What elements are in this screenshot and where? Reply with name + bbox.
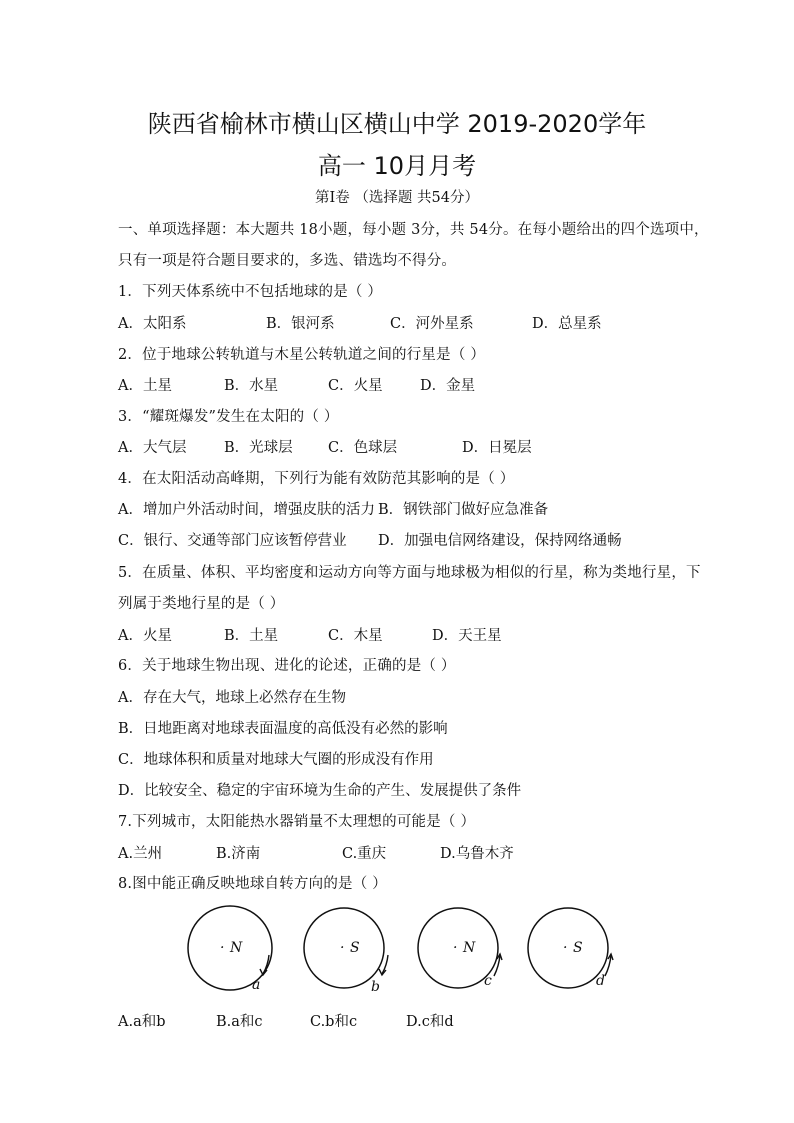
q6-option-d: D．比较安全、稳定的宇宙环境为生命的产生、发展提供了条件 xyxy=(118,783,522,799)
q7-option-d: D.乌鲁木齐 xyxy=(440,846,514,862)
exam-title-line1: 陕西省榆林市横山区横山中学 2019-2020学年 xyxy=(147,110,647,138)
exam-title-line2: 高一 10月月考 xyxy=(317,152,477,180)
q1-option-b: B．银河系 xyxy=(266,316,335,332)
q4-option-c: C．银行、交通等部门应该暂停营业 xyxy=(118,533,347,549)
arrow-label-b: b xyxy=(371,979,380,995)
q8-option-b: B.a和c xyxy=(216,1014,263,1030)
pole-dot-d: · xyxy=(563,940,568,956)
arrow-label-a: a xyxy=(252,977,261,993)
q7-option-a: A.兰州 xyxy=(118,846,163,862)
pole-label-b: S xyxy=(350,940,360,956)
question-8-stem: 8.图中能正确反映地球自转方向的是（ ） xyxy=(118,876,387,892)
section-heading-line1: 一、单项选择题：本大题共 18小题，每小题 3分，共 54分。在每小题给出的四个选项中， xyxy=(118,222,709,238)
q1-option-a: A．太阳系 xyxy=(118,316,187,332)
q3-option-b: B．光球层 xyxy=(224,440,293,456)
q5-option-a: A．火星 xyxy=(118,628,172,644)
pole-dot-a: · xyxy=(220,940,225,956)
question-1-stem: 1．下列天体系统中不包括地球的是（ ） xyxy=(118,284,383,300)
q5-option-d: D．天王星 xyxy=(432,628,502,644)
pole-dot-b: · xyxy=(340,940,345,956)
question-6-stem: 6．关于地球生物出现、进化的论述，正确的是（ ） xyxy=(118,658,456,674)
q2-option-c: C．火星 xyxy=(328,378,383,394)
q2-option-a: A．土星 xyxy=(118,378,172,394)
q8-option-c: C.b和c xyxy=(310,1014,358,1030)
q1-option-d: D．总星系 xyxy=(532,316,602,332)
pole-dot-c: · xyxy=(453,940,458,956)
question-5-stem-line2: 列属于类地行星的是（ ） xyxy=(118,596,285,612)
q4-option-b: B．钢铁部门做好应急准备 xyxy=(378,502,549,518)
question-5-stem-line1: 5．在质量、体积、平均密度和运动方向等方面与地球极为相似的行星，称为类地行星，下 xyxy=(118,565,701,581)
q5-option-c: C．木星 xyxy=(328,628,383,644)
q4-option-d: D．加强电信网络建设，保持网络通畅 xyxy=(378,533,622,549)
pole-label-c: N xyxy=(463,940,476,956)
q6-option-b: B．日地距离对地球表面温度的高低没有必然的影响 xyxy=(118,721,448,737)
q3-option-c: C．色球层 xyxy=(328,440,398,456)
q2-option-d: D．金星 xyxy=(420,378,476,394)
arrow-label-c: c xyxy=(484,973,492,989)
q8-option-a: A.a和b xyxy=(118,1014,166,1030)
q6-option-c: C．地球体积和质量对地球大气圈的形成没有作用 xyxy=(118,752,434,768)
q3-option-d: D．日冕层 xyxy=(462,440,532,456)
q4-option-a: A．增加户外活动时间，增强皮肤的活力 xyxy=(118,502,375,518)
arrow-label-d: d xyxy=(596,973,605,989)
question-4-stem: 4．在太阳活动高峰期，下列行为能有效防范其影响的是（ ） xyxy=(118,471,515,487)
q5-option-b: B．土星 xyxy=(224,628,279,644)
q6-option-a: A．存在大气，地球上必然存在生物 xyxy=(118,690,346,706)
q3-option-a: A．大气层 xyxy=(118,440,187,456)
q8-option-d: D.c和d xyxy=(406,1014,454,1030)
q7-option-b: B.济南 xyxy=(216,846,261,862)
pole-label-a: N xyxy=(230,940,243,956)
part-heading: 第Ⅰ卷 （选择题 共54分） xyxy=(315,190,479,206)
pole-label-d: S xyxy=(573,940,583,956)
q2-option-b: B．水星 xyxy=(224,378,279,394)
question-2-stem: 2．位于地球公转轨道与木星公转轨道之间的行星是（ ） xyxy=(118,347,486,363)
question-3-stem: 3．“耀斑爆发”发生在太阳的（ ） xyxy=(118,409,339,425)
question-7-stem: 7.下列城市，太阳能热水器销量不太理想的可能是（ ） xyxy=(118,814,476,830)
q7-option-c: C.重庆 xyxy=(342,846,387,862)
q1-option-c: C．河外星系 xyxy=(390,316,474,332)
section-heading-line2: 只有一项是符合题目要求的，多选、错选均不得分。 xyxy=(118,253,457,269)
